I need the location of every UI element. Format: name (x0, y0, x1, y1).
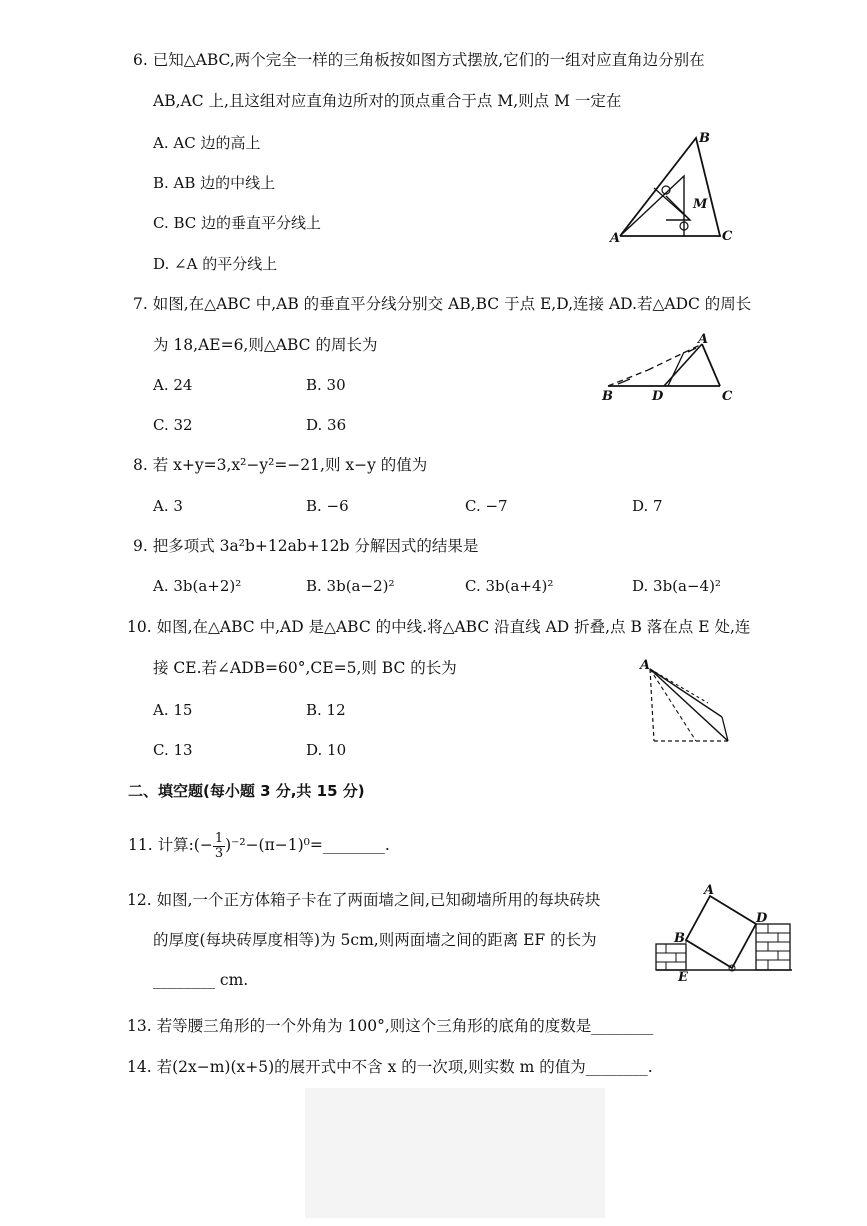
q7-option-d: D. 36 (306, 416, 347, 434)
q12-figure (652, 882, 797, 986)
q12-label-a: A (704, 883, 715, 898)
q10-option-c: C. 13 (153, 741, 193, 759)
q6-option-c: C. BC 边的垂直平分线上 (153, 214, 322, 232)
scan-shadow (305, 1088, 605, 1218)
q11-frac-num: 1 (214, 831, 224, 846)
q6-option-b: B. AB 边的中线上 (153, 174, 276, 192)
q11-suffix: )⁻²−(π−1)⁰=________. (225, 836, 390, 855)
q10-option-a: A. 15 (153, 701, 193, 719)
q6-option-d: D. ∠A 的平分线上 (153, 255, 278, 273)
q12-label-d: D (756, 911, 768, 926)
q8-option-a: A. 3 (153, 497, 183, 515)
q9-option-b: B. 3b(a−2)² (306, 577, 395, 595)
q7-label-b: B (602, 389, 613, 404)
q12-line2: 的厚度(每块砖厚度相等)为 5cm,则两面墙之间的距离 EF 的长为 (153, 931, 597, 949)
q6-line1: 6. 已知△ABC,两个完全一样的三角板按如图方式摆放,它们的一组对应直角边分别在 (133, 51, 705, 69)
q8-option-c: C. −7 (465, 497, 508, 515)
q12-label-e: E (678, 970, 688, 985)
q9-option-a: A. 3b(a+2)² (153, 577, 242, 595)
q10-option-b: B. 12 (306, 701, 346, 719)
q10-option-d: D. 10 (306, 741, 347, 759)
q10-label-a: A (640, 658, 651, 673)
q8-option-b: B. −6 (306, 497, 349, 515)
q7-option-a: A. 24 (153, 376, 193, 394)
q7-option-c: C. 32 (153, 416, 193, 434)
q7-label-d: D (652, 389, 664, 404)
q6-label-a: A (610, 231, 621, 246)
q7-figure (600, 332, 740, 411)
q6-label-m: M (693, 197, 708, 212)
q12-line3: ________ cm. (153, 971, 249, 989)
q9-line1: 9. 把多项式 3a²b+12ab+12b 分解因式的结果是 (133, 537, 479, 555)
q8-line1: 8. 若 x+y=3,x²−y²=−21,则 x−y 的值为 (133, 456, 428, 474)
q12-line1: 12. 如图,一个正方体箱子卡在了两面墙之间,已知砌墙所用的每块砖块 (127, 891, 601, 909)
section-2-heading: 二、填空题(每小题 3 分,共 15 分) (128, 782, 365, 800)
q10-figure (638, 655, 738, 754)
q10-line2: 接 CE.若∠ADB=60°,CE=5,则 BC 的长为 (153, 659, 457, 677)
q6-line2: AB,AC 上,且这组对应直角边所对的顶点重合于点 M,则点 M 一定在 (153, 92, 622, 110)
q11-prefix: 11. 计算:(− (128, 836, 213, 855)
q11-frac-den: 3 (214, 845, 224, 861)
q6-label-c: C (722, 229, 733, 244)
q13-line1: 13. 若等腰三角形的一个外角为 100°,则这个三角形的底角的度数是________ (127, 1017, 654, 1035)
q10-line1: 10. 如图,在△ABC 中,AD 是△ABC 的中线.将△ABC 沿直线 AD 折叠,点 B 落在点 E 处,连 (127, 618, 751, 636)
q12-label-b: B (674, 931, 685, 946)
q11-fraction (213, 832, 225, 860)
q7-line2: 为 18,AE=6,则△ABC 的周长为 (153, 336, 378, 354)
q11-line (128, 832, 390, 860)
q14-line1: 14. 若(2x−m)(x+5)的展开式中不含 x 的一次项,则实数 m 的值为________. (127, 1058, 653, 1076)
q7-label-a: A (698, 332, 709, 347)
q7-label-c: C (722, 389, 733, 404)
q6-option-a: A. AC 边的高上 (153, 134, 261, 152)
q6-figure (608, 128, 743, 252)
q6-label-b: B (699, 131, 710, 146)
q8-option-d: D. 7 (632, 497, 663, 515)
q7-option-b: B. 30 (306, 376, 346, 394)
q7-line1: 7. 如图,在△ABC 中,AB 的垂直平分线分别交 AB,BC 于点 E,D,连接 AD.若△ADC 的周长 (133, 295, 752, 313)
q9-option-c: C. 3b(a+4)² (465, 577, 554, 595)
q9-option-d: D. 3b(a−4)² (632, 577, 721, 595)
